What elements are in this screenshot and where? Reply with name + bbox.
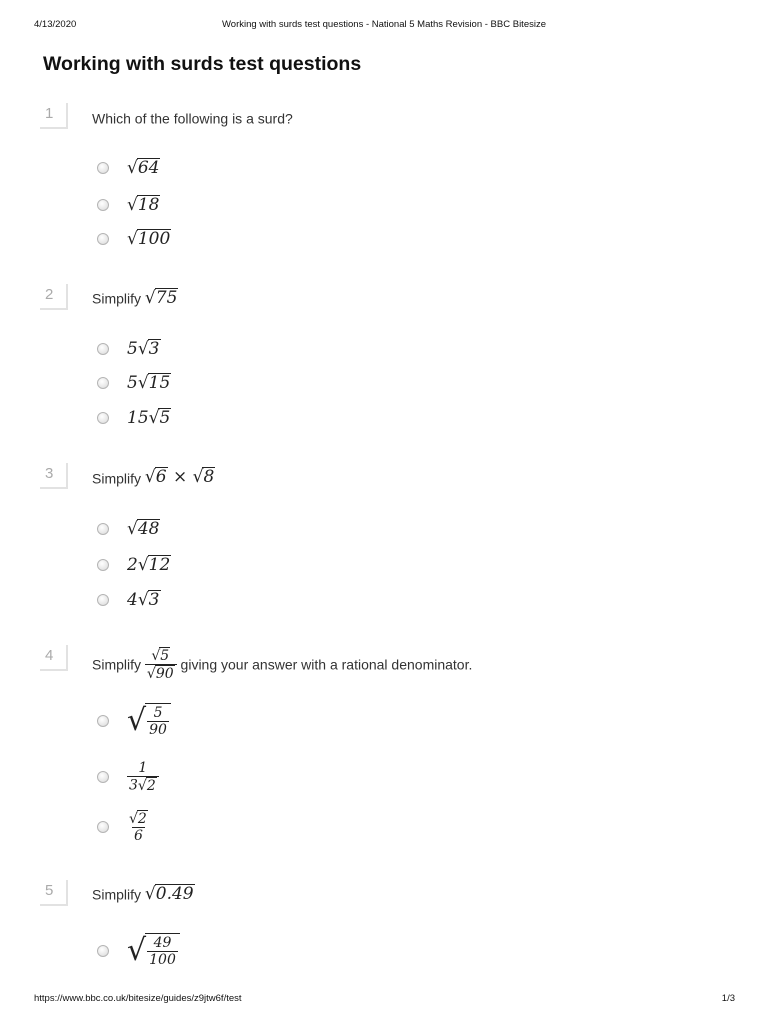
- radio-button[interactable]: [97, 377, 109, 389]
- answer-option[interactable]: [97, 195, 160, 216]
- answer-option[interactable]: [97, 339, 161, 360]
- radio-button[interactable]: [97, 523, 109, 535]
- numerator: 49: [153, 935, 172, 951]
- option-math: 15√5: [127, 408, 171, 429]
- coefficient: 5: [127, 373, 138, 393]
- denominator: 100: [149, 952, 176, 969]
- question-expression: √0.49: [144, 884, 194, 904]
- radicand: 18: [137, 195, 160, 215]
- question-label-after: giving your answer with a rational denominator.: [180, 656, 473, 673]
- print-date: 4/13/2020: [34, 19, 77, 30]
- numerator: 5: [153, 705, 163, 721]
- radio-button[interactable]: [97, 945, 109, 957]
- answer-option[interactable]: [97, 229, 171, 250]
- denominator-radicand: 90: [155, 666, 174, 683]
- coefficient: 4: [127, 590, 138, 610]
- question-text: [92, 647, 472, 682]
- question-number: 4: [40, 645, 68, 671]
- question-expression: √6 × √8: [144, 467, 215, 488]
- page-number: 1/3: [721, 993, 735, 1004]
- answer-option[interactable]: [97, 373, 171, 394]
- print-header: [0, 19, 768, 31]
- denominator-radicand: 2: [146, 778, 156, 795]
- answer-option[interactable]: [97, 555, 171, 576]
- radio-button[interactable]: [97, 162, 109, 174]
- question-label: Simplify: [92, 886, 142, 903]
- question-text: [92, 467, 215, 488]
- option-math: 5√3: [127, 339, 160, 360]
- denominator: 6: [133, 828, 143, 845]
- answer-option[interactable]: [97, 760, 159, 794]
- option-math: √48: [127, 519, 160, 539]
- option-math: $\frac{√2}{6}$: [129, 811, 147, 845]
- radicand: 0.49: [155, 884, 194, 904]
- coefficient: 15: [127, 408, 149, 428]
- coefficient: 2: [127, 555, 138, 575]
- question-number: 3: [40, 463, 68, 489]
- option-math: √64: [127, 158, 160, 178]
- radio-button[interactable]: [97, 559, 109, 571]
- radicand: 3: [148, 590, 160, 611]
- radio-button[interactable]: [97, 199, 109, 211]
- radio-button[interactable]: [97, 715, 109, 727]
- answer-option[interactable]: [97, 408, 171, 429]
- answer-option[interactable]: [97, 933, 180, 968]
- question-text: [92, 109, 293, 126]
- option-math: √18: [127, 195, 160, 215]
- radicand: 15: [148, 373, 171, 394]
- denominator: 90: [149, 722, 167, 739]
- radio-button[interactable]: [97, 233, 109, 245]
- option-math: $\frac{1}{3√2}$: [127, 760, 159, 794]
- radicand: 5: [159, 408, 171, 429]
- answer-option[interactable]: [97, 590, 161, 611]
- radio-button[interactable]: [97, 343, 109, 355]
- question-expression: √75: [144, 288, 178, 308]
- radicand: 48: [137, 519, 160, 539]
- radicand: 64: [137, 158, 160, 178]
- coefficient: 5: [127, 339, 138, 359]
- question-text: [92, 288, 178, 309]
- option-math: 2√12: [127, 555, 171, 576]
- option-math: 4√3: [127, 590, 160, 611]
- option-math: √ $\frac{49}{100}$: [127, 933, 180, 968]
- radio-button[interactable]: [97, 412, 109, 424]
- radicand: 100: [137, 229, 171, 249]
- radicand: 3: [148, 339, 160, 360]
- print-page-title: Working with surds test questions - National 5 Maths Revision - BBC Bitesize: [221, 19, 546, 30]
- radicand: 6: [155, 467, 167, 488]
- answer-option[interactable]: [97, 703, 171, 738]
- denominator-coefficient: 3: [129, 777, 138, 794]
- radicand: 12: [148, 555, 171, 576]
- question-label: Simplify: [92, 470, 142, 487]
- question-expression: $\frac{√5}{√90}$: [145, 647, 177, 682]
- radicand: 75: [155, 288, 178, 308]
- question-number: 2: [40, 284, 68, 310]
- numerator-radicand: 5: [160, 648, 170, 664]
- question-text: [92, 884, 195, 905]
- print-footer: [0, 993, 768, 1005]
- radio-button[interactable]: [97, 771, 109, 783]
- question-number: 1: [40, 103, 68, 129]
- option-math: 5√15: [127, 373, 171, 394]
- numerator: 1: [138, 760, 148, 776]
- numerator-radicand: 2: [137, 811, 147, 827]
- question-label: Simplify: [92, 290, 142, 307]
- print-url: https://www.bbc.co.uk/bitesize/guides/z9jtw6f/test: [34, 993, 242, 1004]
- page-title: Working with surds test questions: [43, 53, 362, 75]
- question-label: Which of the following is a surd?: [92, 110, 293, 127]
- radio-button[interactable]: [97, 594, 109, 606]
- radio-button[interactable]: [97, 821, 109, 833]
- answer-option[interactable]: [97, 810, 150, 844]
- answer-option[interactable]: [97, 158, 160, 179]
- question-number: 5: [40, 880, 68, 906]
- times-sign: ×: [172, 467, 188, 487]
- question-label: Simplify: [92, 656, 142, 673]
- answer-option[interactable]: [97, 519, 160, 540]
- option-math: √ $\frac{5}{90}$: [127, 703, 171, 738]
- radicand: 8: [203, 467, 215, 488]
- option-math: √100: [127, 229, 171, 249]
